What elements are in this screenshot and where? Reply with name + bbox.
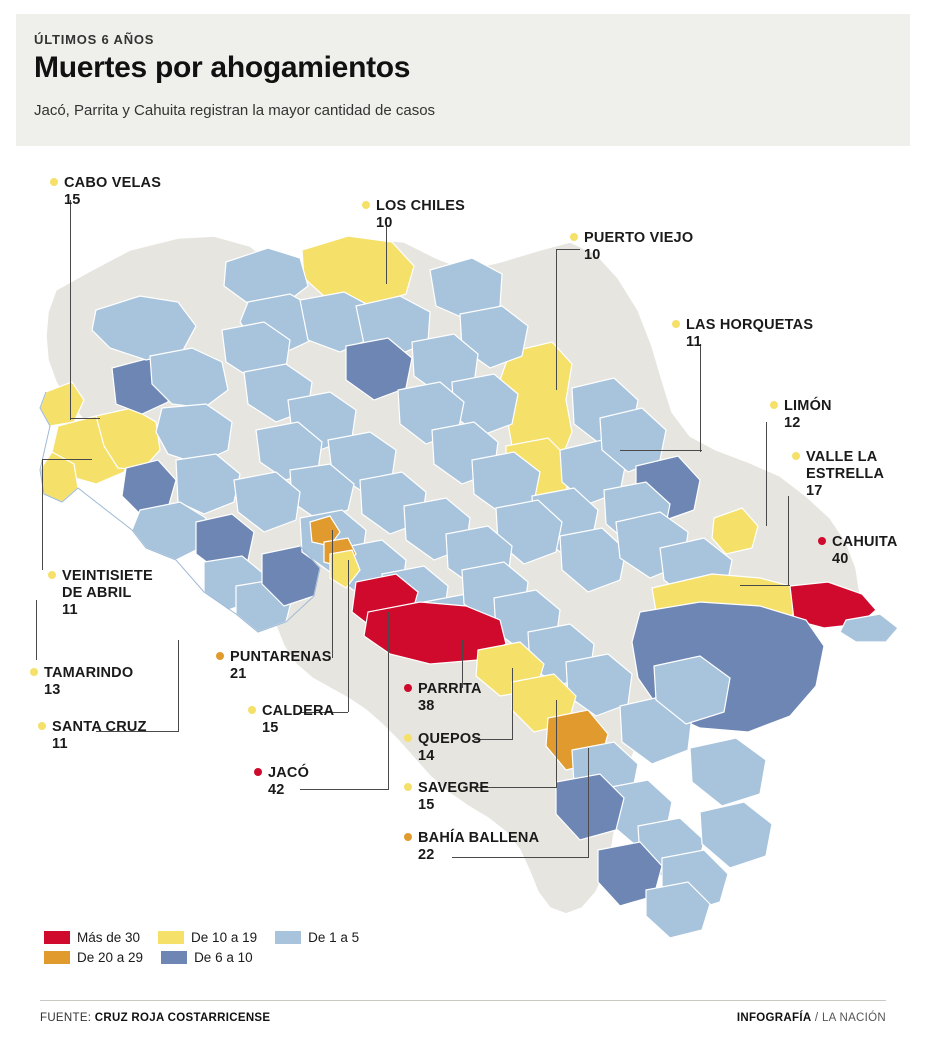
- header-kicker: ÚLTIMOS 6 AÑOS: [34, 32, 155, 47]
- leader-veintisiete-v: [42, 460, 43, 570]
- label2-veintisiete-de-abril: DE ABRIL: [62, 585, 132, 601]
- value-caldera: 15: [262, 720, 279, 736]
- marker-dot-puntarenas: [216, 652, 224, 660]
- leader-limon-v: [766, 422, 767, 526]
- value-savegre: 15: [418, 797, 435, 813]
- legend-label-more-than-30: Más de 30: [77, 930, 141, 945]
- leader-las-horquetas-v: [700, 344, 701, 452]
- leader-cabo-velas-h: [70, 418, 100, 419]
- annotation-cahuita: CAHUITA 40: [818, 534, 898, 568]
- value-jaco: 42: [268, 782, 285, 798]
- credit-separator: /: [811, 1012, 822, 1024]
- leader-quepos-v: [512, 668, 513, 740]
- leader-santa-cruz-v: [178, 640, 179, 732]
- page-title: Muertes por ahogamientos: [34, 51, 411, 84]
- annotation-limon: LIMÓN 12: [770, 398, 832, 432]
- marker-dot-puerto-viejo: [570, 233, 578, 241]
- legend-swatch-more-than-30: [44, 931, 70, 944]
- legend-swatch-6-to-10: [161, 951, 187, 964]
- marker-dot-quepos: [404, 734, 412, 742]
- annotation-cabo-velas: CABO VELAS 15: [50, 175, 161, 209]
- annotation-jaco: JACÓ 42: [254, 765, 309, 799]
- marker-dot-cabo-velas: [50, 178, 58, 186]
- annotation-puerto-viejo: PUERTO VIEJO 10: [570, 230, 693, 264]
- marker-dot-los-chiles: [362, 201, 370, 209]
- annotation-bahia-ballena: BAHÍA BALLENA 22: [404, 830, 539, 864]
- value-tamarindo: 13: [44, 682, 61, 698]
- legend-row-1: [44, 930, 377, 945]
- marker-dot-jaco: [254, 768, 262, 776]
- annotation-caldera: CALDERA 15: [248, 703, 334, 737]
- source-label: FUENTE:: [40, 1012, 92, 1024]
- marker-dot-veintisiete-de-abril: [48, 571, 56, 579]
- value-los-chiles: 10: [376, 215, 393, 231]
- legend-item-10-to-19: [158, 930, 257, 945]
- value-parrita: 38: [418, 698, 435, 714]
- source-credit: [40, 1012, 270, 1024]
- marker-dot-las-horquetas: [672, 320, 680, 328]
- legend-swatch-10-to-19: [158, 931, 184, 944]
- value-puntarenas: 21: [230, 666, 247, 682]
- annotation-veintisiete-de-abril: VEINTISIETE DE ABRIL 11: [48, 568, 153, 619]
- credit-name: LA NACIÓN: [821, 1012, 886, 1024]
- value-veintisiete-de-abril: 11: [62, 602, 78, 618]
- source-name: CRUZ ROJA COSTARRICENSE: [94, 1012, 271, 1024]
- legend-swatch-20-to-29: [44, 951, 70, 964]
- legend-item-1-to-5: [275, 930, 359, 945]
- legend-row-2: [44, 950, 377, 965]
- legend-label-6-to-10: De 6 a 10: [194, 950, 253, 965]
- value-puerto-viejo: 10: [584, 247, 601, 263]
- marker-dot-caldera: [248, 706, 256, 714]
- annotation-quepos: QUEPOS 14: [404, 731, 481, 765]
- marker-dot-savegre: [404, 783, 412, 791]
- leader-puntarenas: [332, 530, 333, 658]
- annotation-los-chiles: LOS CHILES 10: [362, 198, 465, 232]
- legend-label-1-to-5: De 1 a 5: [308, 930, 360, 945]
- marker-dot-limon: [770, 401, 778, 409]
- value-quepos: 14: [418, 748, 435, 764]
- leader-savegre-v: [556, 700, 557, 788]
- infographic-credit: [737, 1012, 886, 1024]
- leader-valle-h: [740, 585, 790, 586]
- leader-jaco-h: [300, 789, 389, 790]
- value-cabo-velas: 15: [64, 192, 81, 208]
- legend-item-6-to-10: [161, 950, 253, 965]
- marker-dot-cahuita: [818, 537, 826, 545]
- annotation-parrita: PARRITA 38: [404, 681, 482, 715]
- legend-label-20-to-29: De 20 a 29: [77, 950, 144, 965]
- annotation-savegre: SAVEGRE 15: [404, 780, 489, 814]
- value-santa-cruz: 11: [52, 736, 68, 752]
- credit-label: INFOGRAFÍA: [736, 1012, 812, 1024]
- annotation-santa-cruz: SANTA CRUZ 11: [38, 719, 147, 753]
- value-las-horquetas: 11: [686, 334, 702, 350]
- value-valle-la-estrella: 17: [806, 483, 823, 499]
- district-coto-brus: [690, 738, 766, 806]
- header-subtitle: Jacó, Parrita y Cahuita registran la mayor cantidad de casos: [34, 102, 436, 119]
- annotation-valle-la-estrella: VALLE LA ESTRELLA 17: [792, 449, 884, 500]
- value-limon: 12: [784, 415, 801, 431]
- marker-dot-bahia-ballena: [404, 833, 412, 841]
- annotation-las-horquetas: LAS HORQUETAS 11: [672, 317, 813, 351]
- marker-dot-valle-la-estrella: [792, 452, 800, 460]
- annotation-puntarenas: PUNTARENAS 21: [216, 649, 332, 683]
- legend: [44, 930, 377, 970]
- leader-tamarindo: [36, 600, 37, 660]
- leader-caldera-v: [348, 560, 349, 712]
- marker-dot-parrita: [404, 684, 412, 692]
- leader-jaco-v: [388, 612, 389, 790]
- marker-dot-santa-cruz: [38, 722, 46, 730]
- annotation-tamarindo: TAMARINDO 13: [30, 665, 133, 699]
- legend-swatch-1-to-5: [275, 931, 301, 944]
- district-nicoya-light: [132, 502, 206, 560]
- value-valle-la-estrella-line2: ESTRELLA: [806, 466, 885, 482]
- leader-las-horquetas-h: [620, 450, 702, 451]
- leader-bahia-ballena-v: [588, 748, 589, 858]
- leader-valle-v: [788, 496, 789, 586]
- leader-puerto-viejo-v: [556, 250, 557, 390]
- header-banner: [16, 14, 910, 146]
- legend-label-10-to-19: De 10 a 19: [191, 930, 258, 945]
- leader-veintisiete-h: [42, 459, 92, 460]
- legend-item-more-than-30: [44, 930, 140, 945]
- footer-divider: [40, 1000, 886, 1001]
- legend-item-20-to-29: [44, 950, 143, 965]
- leader-cabo-velas-v: [70, 200, 71, 420]
- value-bahia-ballena: 22: [418, 847, 435, 863]
- marker-dot-tamarindo: [30, 668, 38, 676]
- value-cahuita: 40: [832, 551, 849, 567]
